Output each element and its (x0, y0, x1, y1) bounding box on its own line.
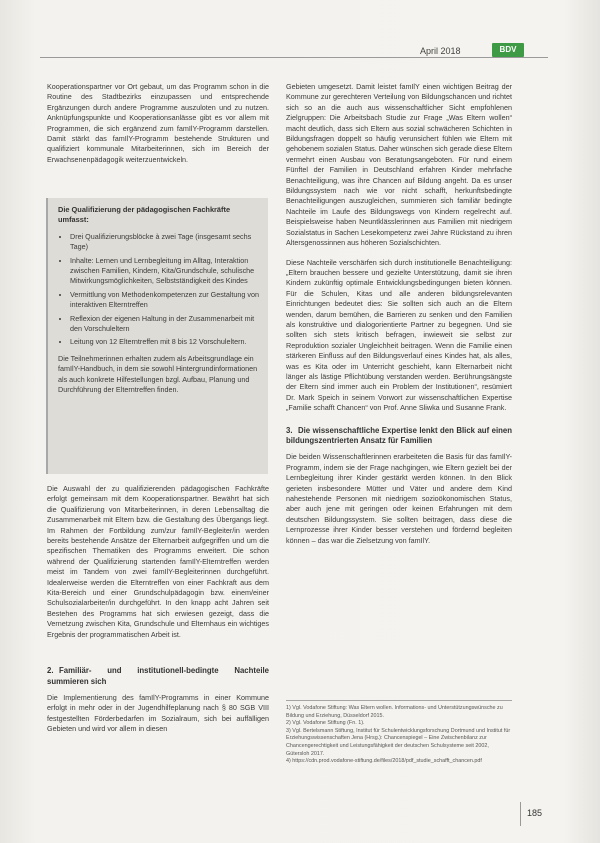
footnote: 4) https://cdn.prod.vodafone-stiftung.de/files/2018/pdf_studie_schafft_chancen.pdf (286, 758, 482, 765)
implementation-paragraph: Die Implementierung des famIlY-Programms in einer Kommune erfolgt in mehr oder in der Jugendhilfeplanung nach § 80 SGB VIII festgestellten Förderbedarfen im Sozialraum, sich bei auffälligen Gebieten und wird vor allem in diesen (47, 692, 269, 734)
box-note: Die Teilnehmerinnen erhalten zudem als Arbeitsgrundlage ein famIlY-Handbuch, in dem sie sowohl Hintergrundinformationen als auch konkrete Hilfestellungen bzgl. Aufbau, Planung und Durchführung der Elterntreffen finden. (58, 353, 258, 395)
left-column-body (47, 484, 269, 735)
institutional-paragraph: Diese Nachteile verschärfen sich durch institutionelle Benachteiligung: „Eltern brauchen bessere und gezielte Unterstützung, damit sie ihren Kindern zukünftig optimale Entwicklungsbedingungen bieten können. Für die Schulen, Kitas und alle anderen bildungsrelevanten Einrichtungen bedeutet dies: Sie sollten sich auch an die Eltern wenden, darum bemühen, die Barrieren zu senken und den Familien als konstruktive und dialogorientierte Partner zu begegnen. Und sie sollten sich stets kritisch befragen, inwieweit sie selbst zur Reproduktion sozialer Ungleichheit beitragen. Wenn die Familie einen stärkeren Einfluss auf den Bildungsverlauf eines Kindes hat, als alles, was es Kita oder im Unterricht geschieht, kann Elternarbeit nicht länger als lästige Pflichtübung verstanden werden. Berührungsängste der Eltern sind immer auch ein Problem der Institutionen“, resümiert Dr. Mark Speich in seinem Vorwort zur wissenschaftlichen Expertise „Familie schafft Chancen“ von Prof. Anne Sliwka und Susanne Frank. (286, 257, 512, 413)
page-number-rule (520, 802, 521, 826)
right-column (286, 82, 512, 546)
section-2-heading (47, 666, 269, 687)
box-list (58, 232, 260, 348)
header-rule (40, 57, 548, 58)
left-column-intro (47, 82, 269, 165)
section-3-title: Die wissenschaftliche Expertise lenkt den Blick auf einen bildungszentrierten Ansatz für Familien (286, 425, 512, 445)
journal-logo: BDV (492, 43, 524, 57)
footnote: 3) Vgl. Bertelsmann Stiftung, Institut für Schulentwicklungsforschung Dortmund und Institut für Erziehungswissenschaften Jena (Hrsg.): Chancenspiegel – Eine Zwischenbilanz zur Chancengerechtigkeit und Leistungsfähigkeit der deutschen Schulsysteme seit 2002, Gütersloh 2017. (286, 727, 511, 757)
box-list-item: • Reflexion der eigenen Haltung in der Zusammenarbeit mit den Vorschuleltern (70, 314, 260, 335)
box-list-item: • Inhalte: Lernen und Lernbegleitung im Alltag, Interaktion zwischen Familien, Kindern, Kita/Grundschule, schulische Mitwirkungsmöglichkeiten, Selbstständigkeit des Kindes (70, 256, 260, 287)
section-3-heading (286, 426, 512, 447)
intro-paragraph: Kooperationspartner vor Ort gebaut, um das Programm schon in die Routine des Stadtbezirks einzupassen und entsprechende Ergänzungen durch andere Programme auszuloten und zu nutzen. Anknüpfungspunkte und Kooperationsanlässe gibt es vor allem mit Programmen, die sich ergänzend zum famIlY-Programm darstellen. Damit stärkt das famIlY-Programm bestehende Strukturen und qualifiziert kommunale Mitarbeiterinnen, sich im Bereich der Erwachsenenpädagogik weiterzuentwickeln. (47, 82, 269, 164)
box-list-item: • Vermittlung von Methodenkompetenzen zur Gestaltung von interaktiven Elterntreffen (70, 290, 260, 311)
expertise-paragraph: Die beiden Wissenschaftlerinnen erarbeiteten die Basis für das famIlY-Programm, indem sie der Frage nachgingen, wie Eltern gezielt bei der Lernbegleitung ihrer Kinder gestärkt werden können. In den Blick gerieten insbesondere Mütter und Väter und andere dem Kind nahestehende Personen mit niedrigem sozioökonomischen Status, aber auch jene mit geringen oder keinen Erfahrungen mit dem deutschen Bildungssystem. Sie sollten beitragen, dass diese die Lernprozesse ihrer Kinder besser verstehen und fördernd begleiten können – das war die Zielsetzung von famIlY. (286, 452, 512, 545)
selection-paragraph: Die Auswahl der zu qualifizierenden pädagogischen Fachkräfte erfolgt gemeinsam mit dem Kooperationspartner. Bewährt hat sich die Qualifizierung von Mitarbeiterinnen, in deren Lebensalltag die Zusammenarbeit mit Eltern bzw. die Gestaltung des Übergangs liegt. Im Rahmen der Fortbildung zum/zur famIlY-Begleiter/in werden bereits bestehende Ansätze der Elternarbeit aufgegriffen und um die spezifischen Thematiken des Programms erweitert. Die schon während der Qualifizierung startenden famIlY-Elterntreffen werden meist im Tandem von zwei famIlY-Begleiterinnen durchgeführt. Idealerweise werden die Elterntreffen von einer Fachkraft aus dem Kita-Bereich und einer Grundschulpädagogin bzw. einem/einer Schulsozialarbeiter/in durchgeführt. In den knapp acht Jahren seit Bestehen des Programms hat sich erwiesen gezeigt, dass die Vernetzung zwischen Kita, Grundschule und Elternhaus ein wichtiges Ergebnis der programmatischen Arbeit ist. (47, 484, 269, 639)
box-list-item: • Leitung von 12 Elterntreffen mit 8 bis 12 Vorschuleltern. (70, 337, 260, 347)
page-number: 185 (527, 808, 543, 818)
section-2-title: Familiär- und institutionell-bedingte Nachteile summieren sich (47, 666, 269, 686)
footnote: 2) Vgl. Vodafone Stiftung (Fn. 1). (286, 720, 365, 727)
box-title: Die Qualifizierung der pädagogischen Fachkräfte umfasst: (58, 205, 231, 225)
target-group-paragraph: Gebieten umgesetzt. Damit leistet famIlY einen wichtigen Beitrag der Kommune zur gerechteren Verteilung von Bildungschancen und richtet sich so an die auch aus wissenschaftlicher Sicht empfohlenen Zielgruppen: Die Arbeitsbach Studie zur Frage „Was Eltern wollen“ macht deutlich, dass sich Eltern aus sozial schwächeren Schichten in Bildungsfragen doppelt so häufig verunsichert fühlen wie Eltern mit gehobenem sozialen Status. Daher wünschen sich gerade diese Eltern vermehrt einen Ausbau von Beratungsangeboten. Für rund einem Fünftel der Familien in Deutschland erfahren Kinder mehrfache Benachteiligung, was ihre Chancen auf Bildung angeht. Da es unser Bildungssystem nach wie vor nicht schafft, herkunftsbedingte Benachteiligungen auszugleichen, summieren sich familiär bedingte Nachteile im Laufe des Bildungswegs von Kindern regelrecht auf. Beispielsweise haben Neuntklässlerinnen aus Familien mit niedrigem Sozialstatus in Sachen Lesekompetenz zwei Jahre Rückstand zu ihren Altersgenossinnen aus höheren Sozialschichten. (286, 82, 512, 248)
footnotes (286, 700, 512, 766)
issue-date: April 2018 (420, 46, 461, 56)
footnote: 1) Vgl. Vodafone Stiftung: Was Eltern wollen. Informations- und Unterstützungswünsche zu Bildung und Erziehung, Düsseldorf 2015. (286, 705, 503, 719)
section-2-number: 2. (47, 666, 54, 676)
box-list-item: • Drei Qualifizierungsblöcke à zwei Tage (insgesamt sechs Tage) (70, 232, 260, 253)
section-3-number: 3. (286, 425, 293, 435)
qualification-box (46, 198, 268, 474)
